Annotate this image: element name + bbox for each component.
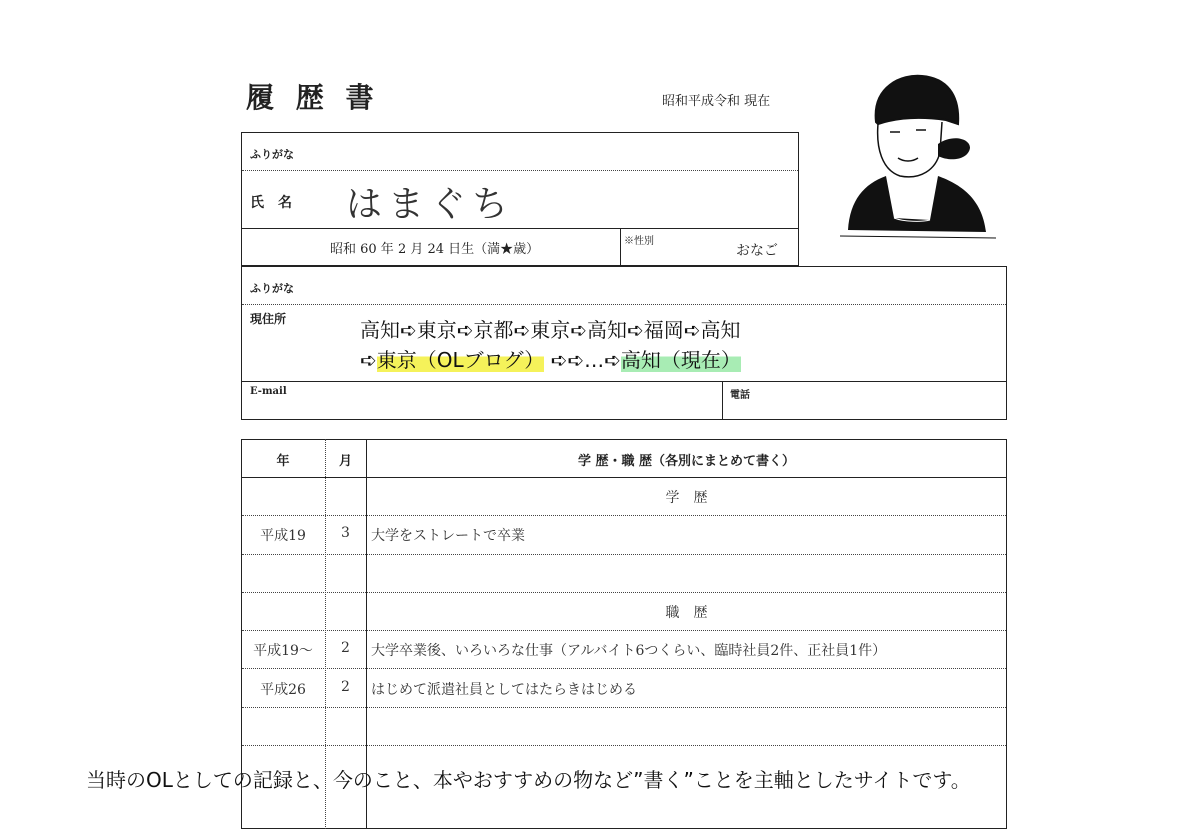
row-text: 職 歴 — [665, 604, 708, 621]
row-month: 3 — [341, 525, 350, 542]
row-year: 平成19 — [260, 528, 306, 545]
row-text: はじめて派遣社員としてはたらきはじめる — [371, 681, 637, 698]
row-year: 平成26 — [260, 681, 306, 698]
address-line-2 — [360, 344, 741, 373]
address-box — [241, 266, 1007, 420]
row-month: 2 — [341, 640, 350, 657]
site-caption: 当時のOLとしての記録と、今のこと、本やおすすめの物など”書く”ことを主軸としたサイトです。 — [86, 768, 971, 792]
address-arrow-a: ➪ — [360, 348, 377, 372]
address-highlight-tokyo: 東京（OLブログ） — [376, 348, 545, 372]
table-row — [241, 669, 1007, 707]
name-furigana-label: ふりがな — [250, 148, 294, 161]
table-row — [241, 477, 1007, 515]
address-furigana-divider — [242, 304, 1006, 305]
table-row — [241, 515, 1007, 553]
table-row — [241, 707, 1007, 745]
phone-label: 電話 — [730, 390, 750, 401]
address-arrow-b: ➪➪…➪ — [550, 348, 621, 372]
row-text: 大学をストレートで卒業 — [371, 528, 525, 545]
birth-date: 昭和 60 年 2 月 24 日生（満★歳） — [330, 242, 540, 257]
row-year: 平成19〜 — [253, 643, 313, 660]
row-text: 学 歴 — [665, 490, 708, 506]
name-value: はまぐち — [346, 184, 515, 225]
row-month: 2 — [341, 678, 350, 695]
name-label: 氏 名 — [250, 195, 292, 211]
row-text: 大学卒業後、いろいろな仕事（アルバイト6つくらい、臨時社員2件、正社員1件） — [371, 643, 887, 660]
gender-divider — [620, 228, 621, 266]
table-row — [241, 592, 1007, 630]
header-content: 学 歴・職 歴（各別にまとめて書く） — [577, 454, 796, 469]
address-divider — [242, 381, 1006, 382]
table-row — [241, 630, 1007, 668]
row-divider — [242, 745, 1006, 746]
address-line-1: 高知➪東京➪京都➪東京➪高知➪福岡➪高知 — [360, 318, 741, 342]
address-label: 現住所 — [250, 312, 287, 326]
gender-value: おなご — [736, 243, 778, 259]
address-highlight-kochi: 高知（現在） — [620, 348, 741, 372]
address-furigana-label: ふりがな — [250, 282, 294, 295]
name-furigana-divider — [242, 170, 798, 171]
name-divider — [242, 228, 798, 229]
header-year: 年 — [276, 454, 290, 469]
header-month: 月 — [338, 454, 352, 469]
table-row — [241, 554, 1007, 592]
portrait-drawing — [838, 72, 998, 244]
gender-label: ※性別 — [624, 236, 654, 247]
document-title: 履 歴 書 — [246, 81, 380, 114]
era-note: 昭和平成令和 現在 — [662, 94, 771, 109]
email-label: E-mail — [250, 386, 287, 397]
phone-divider — [722, 381, 723, 420]
